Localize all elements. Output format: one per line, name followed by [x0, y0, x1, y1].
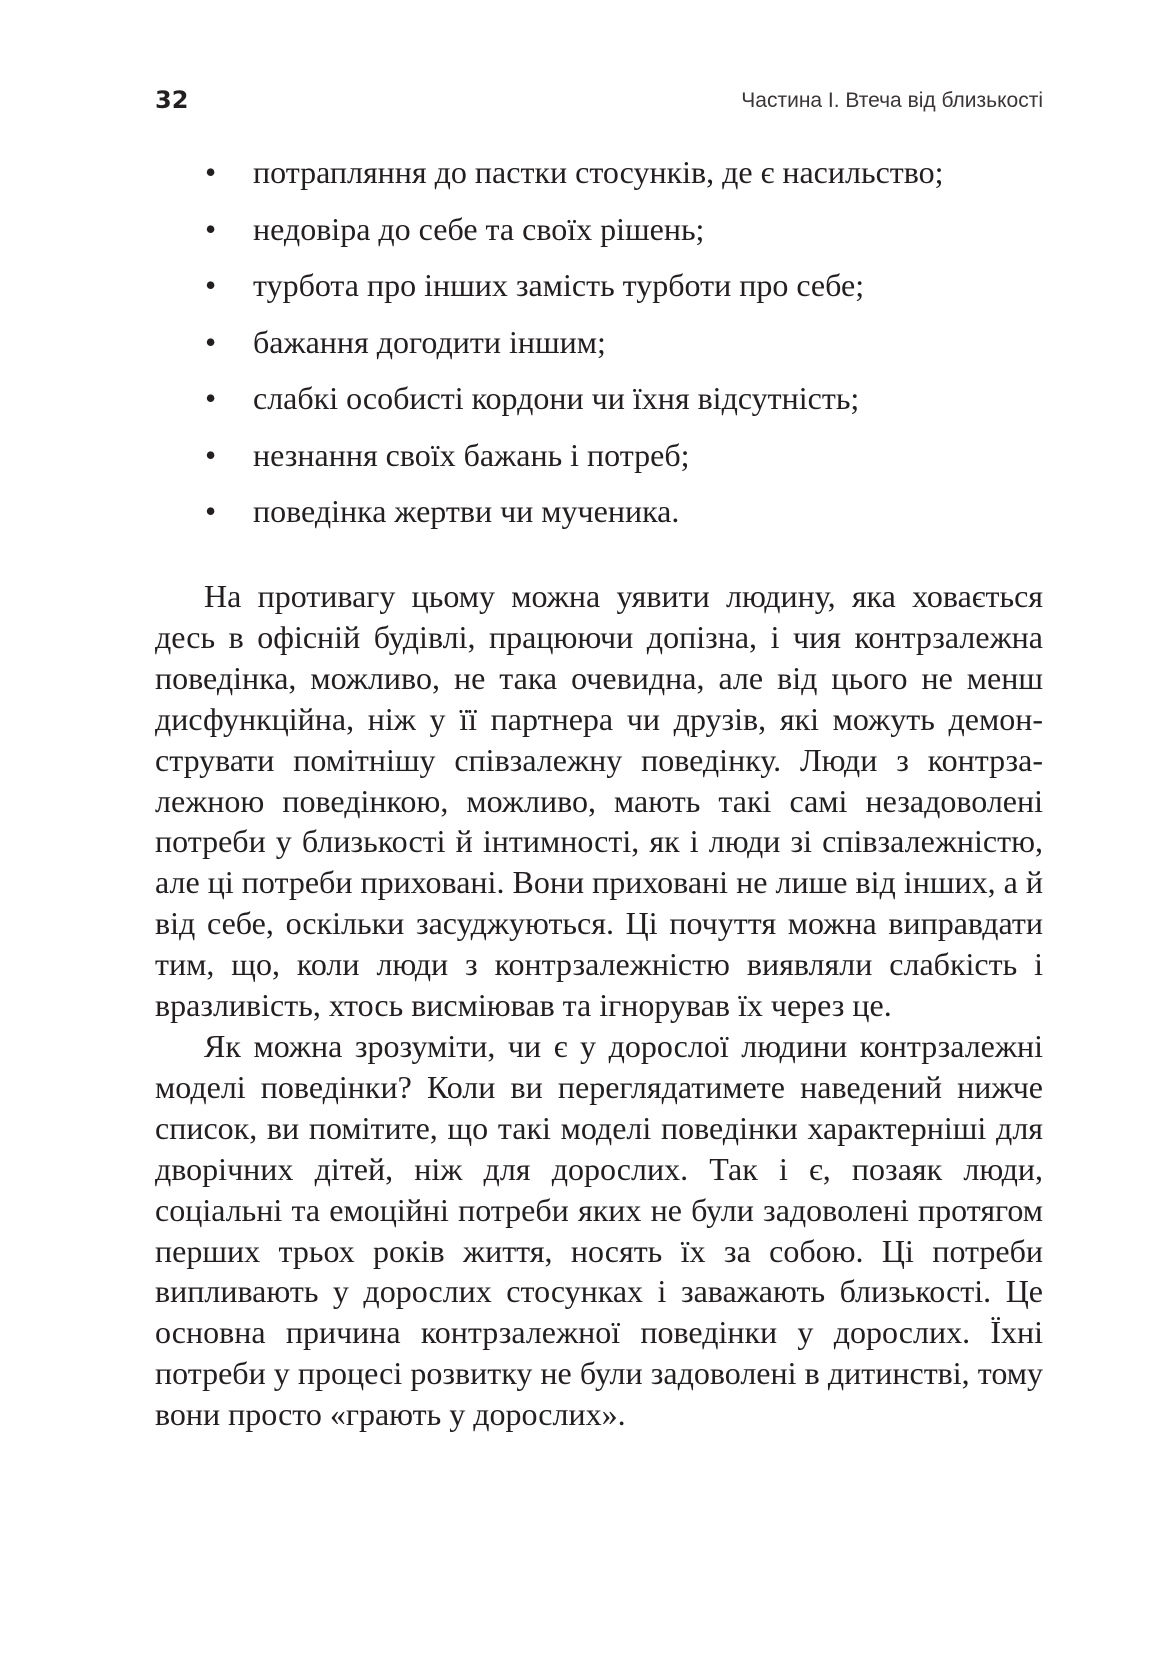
page-number: 32: [155, 86, 189, 114]
bullet-list: [155, 152, 1043, 548]
bullet-mark: •: [205, 323, 217, 360]
bullet-mark: •: [205, 210, 217, 247]
list-item: [155, 209, 1043, 266]
list-item: [155, 378, 1043, 435]
body-text: [155, 576, 1043, 1435]
paragraph: Як можна зрозуміти, чи є у дорослої людини контрзалежні моделі поведінки? Коли ви переглядатимете наведений нижче список, ви помітите, що такі моделі поведінки характерніші для дворічних дітей, ніж для дорослих. Так і є, позаяк люди, соціальні та емоційні потреби яких не були задоволені протягом перших трьох років життя, носять їх за собою. Ці потреби випливають у дорослих стосунках і заважають близькості. Це основна причина контрзалежної поведінки у дорослих. Їхні потреби у процесі розвитку не були задоволені в дитинстві, тому вони просто «грають у дорослих».: [155, 1027, 1043, 1433]
bullet-mark: •: [205, 493, 217, 529]
list-item: [155, 265, 1043, 322]
list-item-text: поведінка жертви чи мученика.: [253, 493, 680, 529]
list-item-text: незнання своїх бажань і потреб;: [253, 436, 690, 473]
list-item: [155, 491, 1043, 548]
list-item: [155, 435, 1043, 492]
bullet-mark: •: [205, 436, 217, 473]
paragraph: На противагу цьому можна уявити людину, яка ховається десь в офісній будівлі, працюючи допізна, і чия контрзалежна поведінка, можливо, не така очевидна, але від цього не менш дисфункційна, ніж у її партнера чи друзів, які можуть демонструвати помітнішу співзалежну поведінку. Люди з контрзалежною поведінкою, можливо, мають такі самі незадоволені потреби у близькості й інтимності, як і люди зі співзалежністю, але ці потреби приховані. Вони приховані не лише від інших, а й від себе, оскільки засуджуються. Ці почуття можна виправдати тим, що, коли люди з контрзалежністю виявляли слабкість і вразливість, хтось висміював та ігнорував їх через це.: [155, 578, 1043, 1024]
list-item: [155, 152, 1043, 209]
list-item: [155, 322, 1043, 379]
page-header: [155, 84, 1043, 120]
list-item-text: слабкі особисті кордони чи їхня відсутність;: [253, 380, 860, 416]
list-item-text: недовіра до себе та своїх рішень;: [253, 210, 705, 247]
list-item-text: бажання догодити іншим;: [253, 323, 606, 360]
list-item-text: турбота про інших замість турботи про себе;: [253, 267, 865, 303]
list-item-text: потрапляння до пастки стосунків, де є насильство;: [253, 154, 944, 190]
bullet-mark: •: [205, 267, 217, 303]
bullet-mark: •: [205, 154, 217, 190]
bullet-mark: •: [205, 380, 217, 416]
running-head: Частина I. Втеча від близькості: [741, 89, 1043, 112]
